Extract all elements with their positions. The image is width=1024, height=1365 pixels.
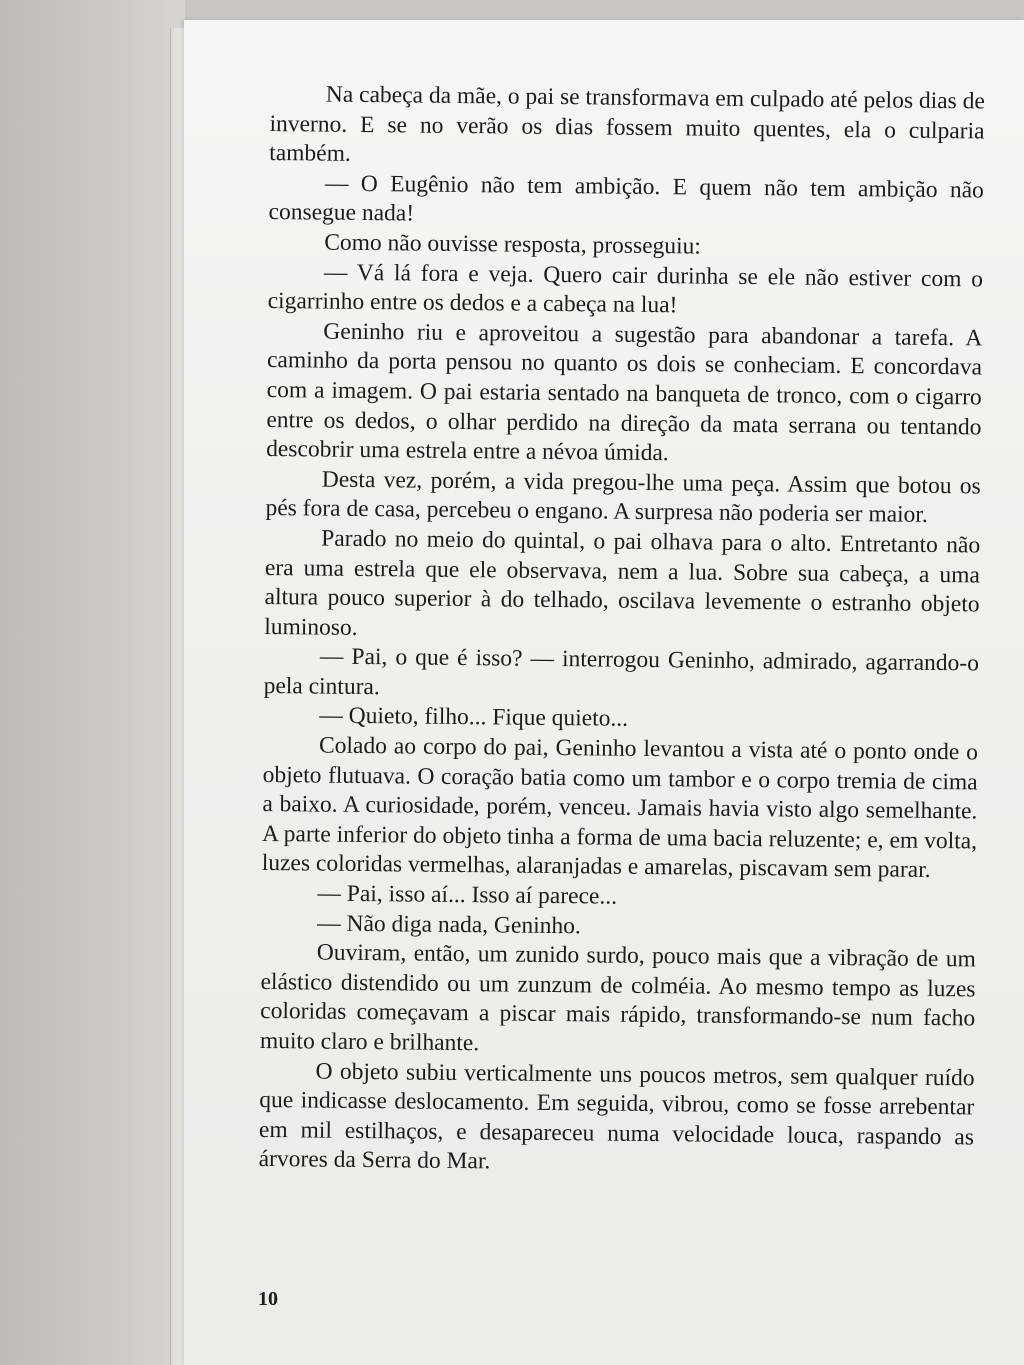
paragraph-12: — Não diga nada, Geninho.	[317, 910, 581, 939]
paragraph-6: Desta vez, porém, a vida pregou-lhe uma peça. Assim que botou os pés fora de casa, percebeu o engano. A surpresa não poderia ser maior.	[265, 466, 981, 529]
paragraph-3: Como não ouvisse resposta, prosseguiu:	[324, 229, 702, 260]
paragraph-10: Colado ao corpo do pai, Geninho levantou a vista até o ponto onde o objeto flutuava. O coração batia como um tambor e o corpo tremia de cima a baixo. A curiosidade, porém, venceu. Jamais havia visto algo semelhante. A parte inferior do objeto tinha a forma de uma bacia reluzente; e, em volta, luzes coloridas vermelhas, alaranjadas e amarelas, piscavam sem parar.	[261, 732, 979, 884]
paragraph-5: Geninho riu e aproveitou a sugestão para abandonar a tarefa. A caminho da porta pensou no quanto os dois se conheciam. E concordava com a imagem. O pai estaria sentado na banqueta de tronco, com o cigarro entre os dedos, o olhar perdido na direção da mata serrana ou tentando descobrir uma estrela entre a névoa úmida.	[265, 318, 983, 467]
background-surface	[0, 0, 185, 1365]
page-number: 10	[258, 1288, 278, 1310]
paragraph-8: — Pai, o que é isso? — interrogou Geninho, admirado, agarrando-o pela cintura.	[263, 643, 980, 701]
body-text	[259, 80, 985, 1182]
paragraph-1: Na cabeça da mãe, o pai se transformava em culpado até pelos dias de inverno. E se no verão os dias fossem muito quentes, ela o culparia também.	[269, 81, 985, 168]
paragraph-11: — Pai, isso aí... Isso aí parece...	[317, 880, 618, 910]
paragraph-9: — Quieto, filho... Fique quieto...	[319, 703, 629, 733]
paragraph-4: — Vá lá fora e veja. Quero cair durinha se ele não estiver com o cigarrinho entre os dedos e a cabeça na lua!	[267, 259, 984, 319]
paragraph-13: Ouviram, então, um zunido surdo, pouco mais que a vibração de um elástico distendido ou um zunzum de colméia. Ao mesmo tempo as luzes coloridas começavam a piscar mais rápido, transformando-se num facho muito claro e brilhante.	[259, 939, 976, 1057]
paragraph-2: — O Eugênio não tem ambição. E quem não tem ambição não consegue nada!	[268, 170, 985, 227]
paragraph-14: O objeto subiu verticalmente uns poucos metros, sem qualquer ruído que indicasse deslocamento. Em seguida, vibrou, como se fosse arrebentar em mil estilhaços, e desapareceu numa velocidade louca, raspando as árvores da Serra do Mar.	[258, 1058, 975, 1175]
paragraph-7: Parado no meio do quintal, o pai olhava para o alto. Entretanto não era uma estrela que ele observava, nem a lua. Sobre sua cabeça, a uma altura pouco superior à do telhado, oscilava levemente o estranho objeto luminoso.	[264, 525, 981, 641]
